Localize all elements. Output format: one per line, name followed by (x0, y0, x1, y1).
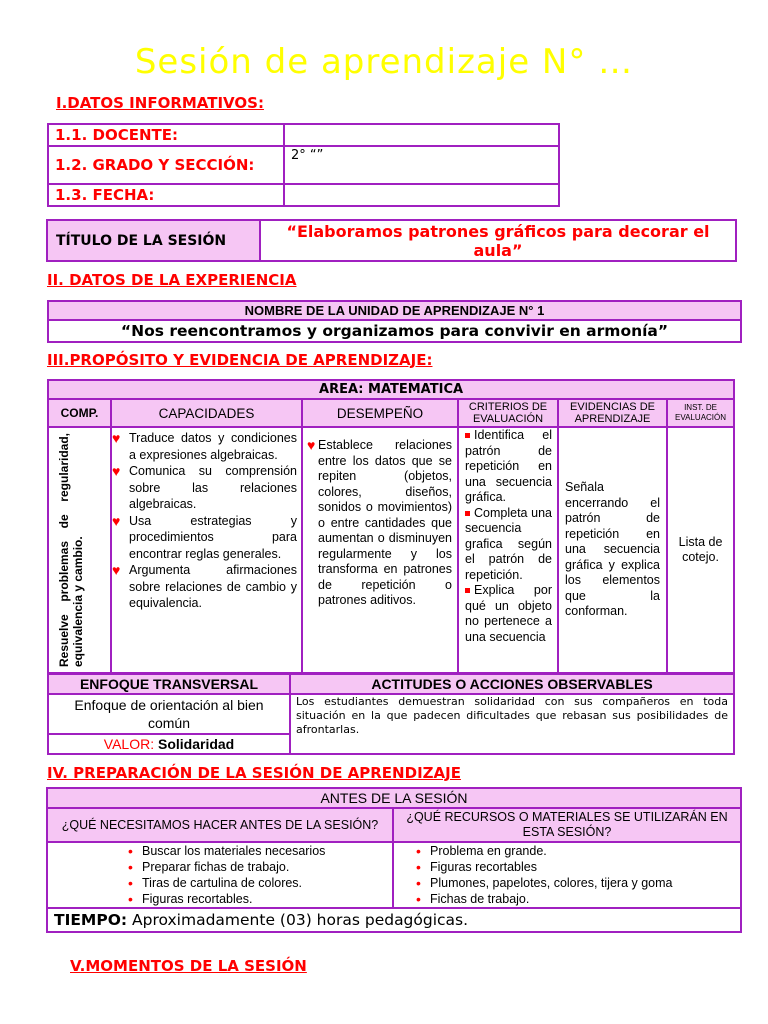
list-item: • Problema en grande. (430, 843, 740, 859)
grado-value: 2° “” (284, 146, 559, 184)
enfoque-value: Enfoque de orientación al bien común (48, 694, 290, 734)
purpose-table (47, 379, 735, 674)
desempeno-text: Establece relaciones entre los datos que se repiten (objetos, colores, diseños, sonidos o movimientos) o entre cantidades que aumentan o disminuyen regularmente y los transforma en patrones de repetición o patrones aditivos. (318, 438, 452, 607)
capacidad-item: ♥ Argumenta afirmaciones sobre relaciones de cambio y equivalencia. (112, 562, 297, 610)
valor-label: VALOR: (103, 736, 155, 752)
list-item: • Figuras recortables (430, 859, 740, 875)
criterio-item: Completa una secuencia grafica según el patrón de repetición. (465, 505, 552, 582)
prep-title: ANTES DE LA SESIÓN (47, 788, 741, 808)
header-evidencias: EVIDENCIAS DE APRENDIZAJE (558, 399, 667, 427)
header-criterios: CRITERIOS DE EVALUACIÓN (458, 399, 558, 427)
header-comp: COMP. (48, 399, 111, 427)
prep-right-list-cell (393, 842, 741, 908)
actitudes-value: Los estudiantes demuestran solidaridad con sus compañeros en toda situación en la que padecen dificultades que rebasan sus posibilidades de afrontarlas. (290, 694, 734, 754)
evidencia-cell: Señala encerrando el patrón de repetición en una secuencia gráfica y explica los elementos que la conforman. (558, 427, 667, 673)
grado-label: 1.2. GRADO Y SECCIÓN: (48, 146, 284, 184)
list-item: • Tiras de cartulina de colores. (142, 875, 392, 891)
section-datos-experiencia: II. DATOS DE LA EXPERIENCIA (47, 271, 297, 289)
info-table (47, 123, 560, 207)
list-item: • Preparar fichas de trabajo. (142, 859, 392, 875)
actitudes-header: ACTITUDES O ACCIONES OBSERVABLES (290, 674, 734, 694)
desempeno-cell: ♥ Establece relaciones entre los datos que se repiten (objetos, colores, diseños, sonidos o movimientos) o entre cantidades que aumentan o disminuyen regularmente y los transforma en patrones de repetición o patrones aditivos. (302, 427, 458, 673)
list-item: • Fichas de trabajo. (430, 891, 740, 907)
header-inst: INST. DE EVALUACIÓN (667, 399, 734, 427)
capacidad-item: ♥ Usa estrategias y procedimientos para encontrar reglas generales. (112, 512, 297, 561)
criterio-item: Identifica el patrón de repetición en una secuencia gráfica. (465, 428, 552, 504)
valor-cell (48, 734, 290, 754)
valor-value: Solidaridad (157, 736, 235, 752)
competencia-text: Resuelve problemas de regularidad, equivalencia y cambio. (57, 433, 85, 667)
prep-left-list (122, 843, 392, 907)
section-proposito: III.PROPÓSITO Y EVIDENCIA DE APRENDIZAJE: (47, 351, 433, 369)
docente-label: 1.1. DOCENTE: (48, 124, 284, 146)
list-item: • Plumones, papelotes, colores, tijera y goma (430, 875, 740, 891)
prep-right-list (410, 843, 740, 907)
competencia-cell (48, 427, 111, 673)
unit-table (47, 300, 742, 343)
enfoque-header: ENFOQUE TRANSVERSAL (48, 674, 290, 694)
capacidades-cell (111, 427, 302, 673)
criterios-cell (458, 427, 558, 673)
list-item: • Buscar los materiales necesarios (142, 843, 392, 859)
section-datos-informativos: I.DATOS INFORMATIVOS: (56, 94, 264, 112)
prep-left-list-cell (47, 842, 393, 908)
tiempo-label: TIEMPO: (54, 911, 128, 929)
prep-left-header: ¿QUÉ NECESITAMOS HACER ANTES DE LA SESIÓN? (47, 808, 393, 842)
session-title-value: “Elaboramos patrones gráficos para decorar el aula” (260, 220, 736, 261)
enfoque-table (47, 673, 735, 755)
tiempo-cell (47, 908, 741, 932)
header-capacidades: CAPACIDADES (111, 399, 302, 427)
page-title: Sesión de aprendizaje N° … (134, 42, 634, 82)
prep-table (46, 787, 742, 933)
section-preparacion: IV. PREPARACIÓN DE LA SESIÓN DE APRENDIZAJE (47, 764, 461, 782)
docente-value (284, 124, 559, 146)
session-title-table (46, 219, 737, 262)
capacidad-item: ♥ Traduce datos y condiciones a expresiones algebraicas. (112, 430, 297, 462)
list-item: • Figuras recortables. (142, 891, 392, 907)
area-header: AREA: MATEMATICA (48, 380, 734, 399)
capacidad-item: ♥ Comunica su comprensión sobre las relaciones algebraicas. (112, 463, 297, 511)
fecha-label: 1.3. FECHA: (48, 184, 284, 206)
prep-right-header: ¿QUÉ RECURSOS O MATERIALES SE UTILIZARÁN EN ESTA SESIÓN? (393, 808, 741, 842)
criterio-item: Explica por qué un objeto no pertenece a una secuencia (465, 583, 552, 644)
tiempo-value: Aproximadamente (03) horas pedagógicas. (132, 911, 469, 929)
fecha-value (284, 184, 559, 206)
header-desempeno: DESEMPEÑO (302, 399, 458, 427)
unit-value: “Nos reencontramos y organizamos para convivir en armonía” (48, 320, 741, 342)
unit-label: NOMBRE DE LA UNIDAD DE APRENDIZAJE N° 1 (48, 301, 741, 320)
session-title-label: TÍTULO DE LA SESIÓN (47, 220, 260, 261)
instrumento-cell: Lista de cotejo. (667, 427, 734, 673)
section-momentos: V.MOMENTOS DE LA SESIÓN (70, 957, 307, 975)
